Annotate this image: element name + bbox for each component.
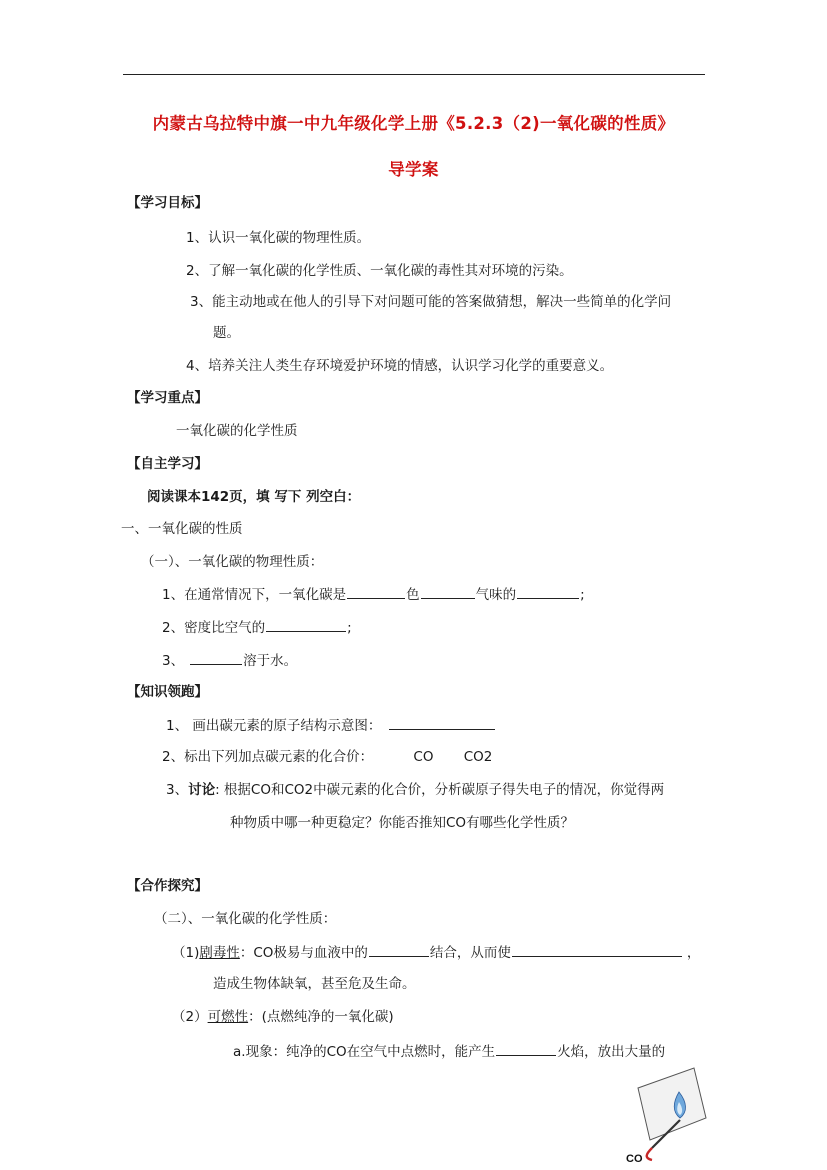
objective-4: 4、培养关注人类生存环境爱护环境的情感，认识学习化学的重要意义。 [186, 358, 614, 374]
co-burning-figure [624, 1062, 708, 1166]
knowledge-2-text: 2、标出下列加点碳元素的化合价： [162, 749, 374, 765]
toxicity-text-a: ：CO极易与血液中的 [239, 945, 368, 961]
rubber-hose [647, 1148, 652, 1160]
question-1-text-b: 色 [406, 587, 420, 603]
objective-3-cont: 题。 [213, 325, 240, 341]
phenomenon-text-a: a.现象：纯净的CO在空气中点燃时，能产生 [233, 1044, 496, 1060]
question-1-text-a: 1、在通常情况下，一氧化碳是 [162, 587, 347, 603]
section-objectives: 【学习目标】 [127, 195, 208, 211]
phenomenon-text-b: 火焰，放出大量的 [557, 1044, 666, 1060]
property-2-num: （2） [172, 1009, 208, 1025]
question-3-text-b: 溶于水。 [243, 653, 298, 669]
property-toxicity [172, 943, 700, 962]
question-1-text-c: 气味的 [475, 587, 517, 603]
property-flammability [172, 1008, 394, 1026]
objective-1: 1、认识一氧化碳的物理性质。 [186, 230, 371, 246]
keypoint-text: 一氧化碳的化学性质 [176, 423, 298, 439]
section-selfstudy: 【自主学习】 [127, 456, 208, 472]
knowledge-3-cont: 种物质中哪一种更稳定？你能否推知CO有哪些化学性质？ [230, 815, 575, 831]
toxicity-cont: 造成生物体缺氧，甚至危及生命。 [213, 976, 416, 992]
question-2 [162, 618, 352, 637]
discussion-label: 讨论 [188, 782, 216, 798]
doc-title: 内蒙古乌拉特中旗一中九年级化学上册《5.2.3（2)一氧化碳的性质》 [152, 114, 675, 133]
formula-co2: CO2 [463, 749, 493, 765]
subsection-chemical: （二）、一氧化碳的化学性质： [154, 911, 337, 927]
structure-blank[interactable] [389, 716, 495, 730]
odor-blank[interactable] [421, 585, 475, 599]
reading-instruction: 阅读课本142页，填 写下 列空白： [147, 489, 361, 505]
section-keypoint: 【学习重点】 [127, 390, 208, 406]
knowledge-3-text: : 根据CO和CO2中碳元素的化合价，分析碳原子得失电子的情况，你觉得两 [215, 782, 665, 798]
toxicity-text-c: ， [686, 945, 701, 961]
flammability-text: ：(点燃纯净的一氧化碳) [248, 1009, 394, 1025]
property-1-num: （1) [172, 945, 200, 961]
toxicity-term: 剧毒性 [199, 945, 240, 961]
section-knowledge: 【知识领跑】 [127, 684, 208, 700]
doc-subtitle: 导学案 [388, 160, 439, 179]
density-blank[interactable] [266, 618, 346, 632]
knowledge-3 [166, 781, 664, 799]
color-blank[interactable] [347, 585, 405, 599]
question-2-text-b: ; [347, 620, 352, 636]
formula-co: CO [413, 749, 434, 765]
question-1-text-d: ; [580, 587, 585, 603]
knowledge-3-label: 3、 [166, 782, 189, 798]
effect-blank[interactable] [512, 943, 682, 957]
flammability-term: 可燃性 [207, 1009, 249, 1025]
part-1-heading: 一、一氧化碳的性质 [121, 521, 243, 537]
objective-3: 3、能主动地或在他人的引导下对问题可能的答案做猜想，解决一些简单的化学问 [190, 294, 672, 310]
knowledge-1 [166, 716, 496, 735]
knowledge-1-text: 1、 画出碳元素的原子结构示意图： [166, 718, 382, 734]
flame-color-blank[interactable] [496, 1042, 556, 1056]
objective-2: 2、了解一氧化碳的化学性质、一氧化碳的毒性其对环境的污染。 [186, 263, 573, 279]
state-blank[interactable] [517, 585, 579, 599]
header-rule [123, 74, 705, 75]
question-3 [162, 651, 297, 670]
section-coop: 【合作探究】 [127, 878, 208, 894]
phenomenon-line [233, 1042, 665, 1061]
question-1 [162, 585, 585, 604]
question-2-text-a: 2、密度比空气的 [162, 620, 266, 636]
solubility-blank[interactable] [190, 651, 242, 665]
blood-blank[interactable] [369, 943, 429, 957]
subsection-physical: （一）、一氧化碳的物理性质： [141, 554, 324, 570]
question-3-text-a: 3、 [162, 653, 185, 669]
toxicity-text-b: 结合，从而使 [429, 945, 511, 961]
knowledge-2 [162, 748, 492, 766]
figure-co-label: CO [626, 1153, 643, 1165]
